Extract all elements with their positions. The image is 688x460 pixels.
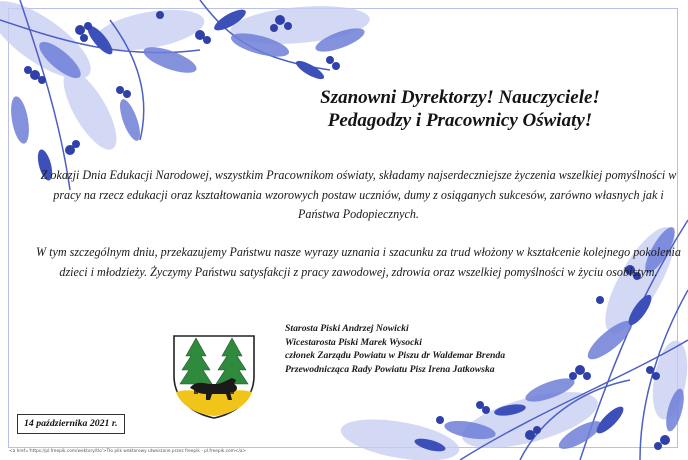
image-credit: <a href='https://pl.freepik.com/wektory/tlo'>Tło plik wektorowy utworzone przez freepik - pl.freepik.com</a> [9,449,247,454]
greeting-paragraph-2: W tym szczególnym dniu, przekazujemy Państwu nasze wyrazy uznania i szacunku za trud włożony w kształcenie kolejnego pokolenia dzieci i młodzieży. Życzymy Państwu satysfakcji z pracy zawodowej, zdrowia oraz wszelkiej pomyślności w życiu osobistym. [36,245,681,279]
signatory: Przewodnicząca Rady Powiatu Pisz Irena Jatkowska [285,363,495,375]
signatory: Starosta Piski Andrzej Nowicki [285,323,409,334]
signatory: członek Zarządu Powiatu w Piszu dr Waldemar Brenda [285,350,506,362]
date-box: 14 października 2021 r. [17,414,125,434]
coat-of-arms-icon [168,330,260,422]
signatories-list [285,322,615,376]
heading-line-1: Szanowni Dyrektorzy! Nauczyciele! [320,87,600,108]
heading-line-2: Pedagodzy i Pracownicy Oświaty! [327,110,593,131]
signatory: Wicestarosta Piski Marek Wysocki [285,336,422,348]
greeting-heading [250,86,670,132]
greeting-paragraph-1: Z okazji Dnia Edukacji Narodowej, wszystkim Pracownikom oświaty, składamy najserdeczniejsze życzenia wszelkiej pomyślności w pracy na rzecz edukacji oraz kształtowania wzorowych postaw uczniów, dumy z osiąganych sukcesów, zarówno własnych jak i Państwa Podopiecznych. [40,168,677,221]
